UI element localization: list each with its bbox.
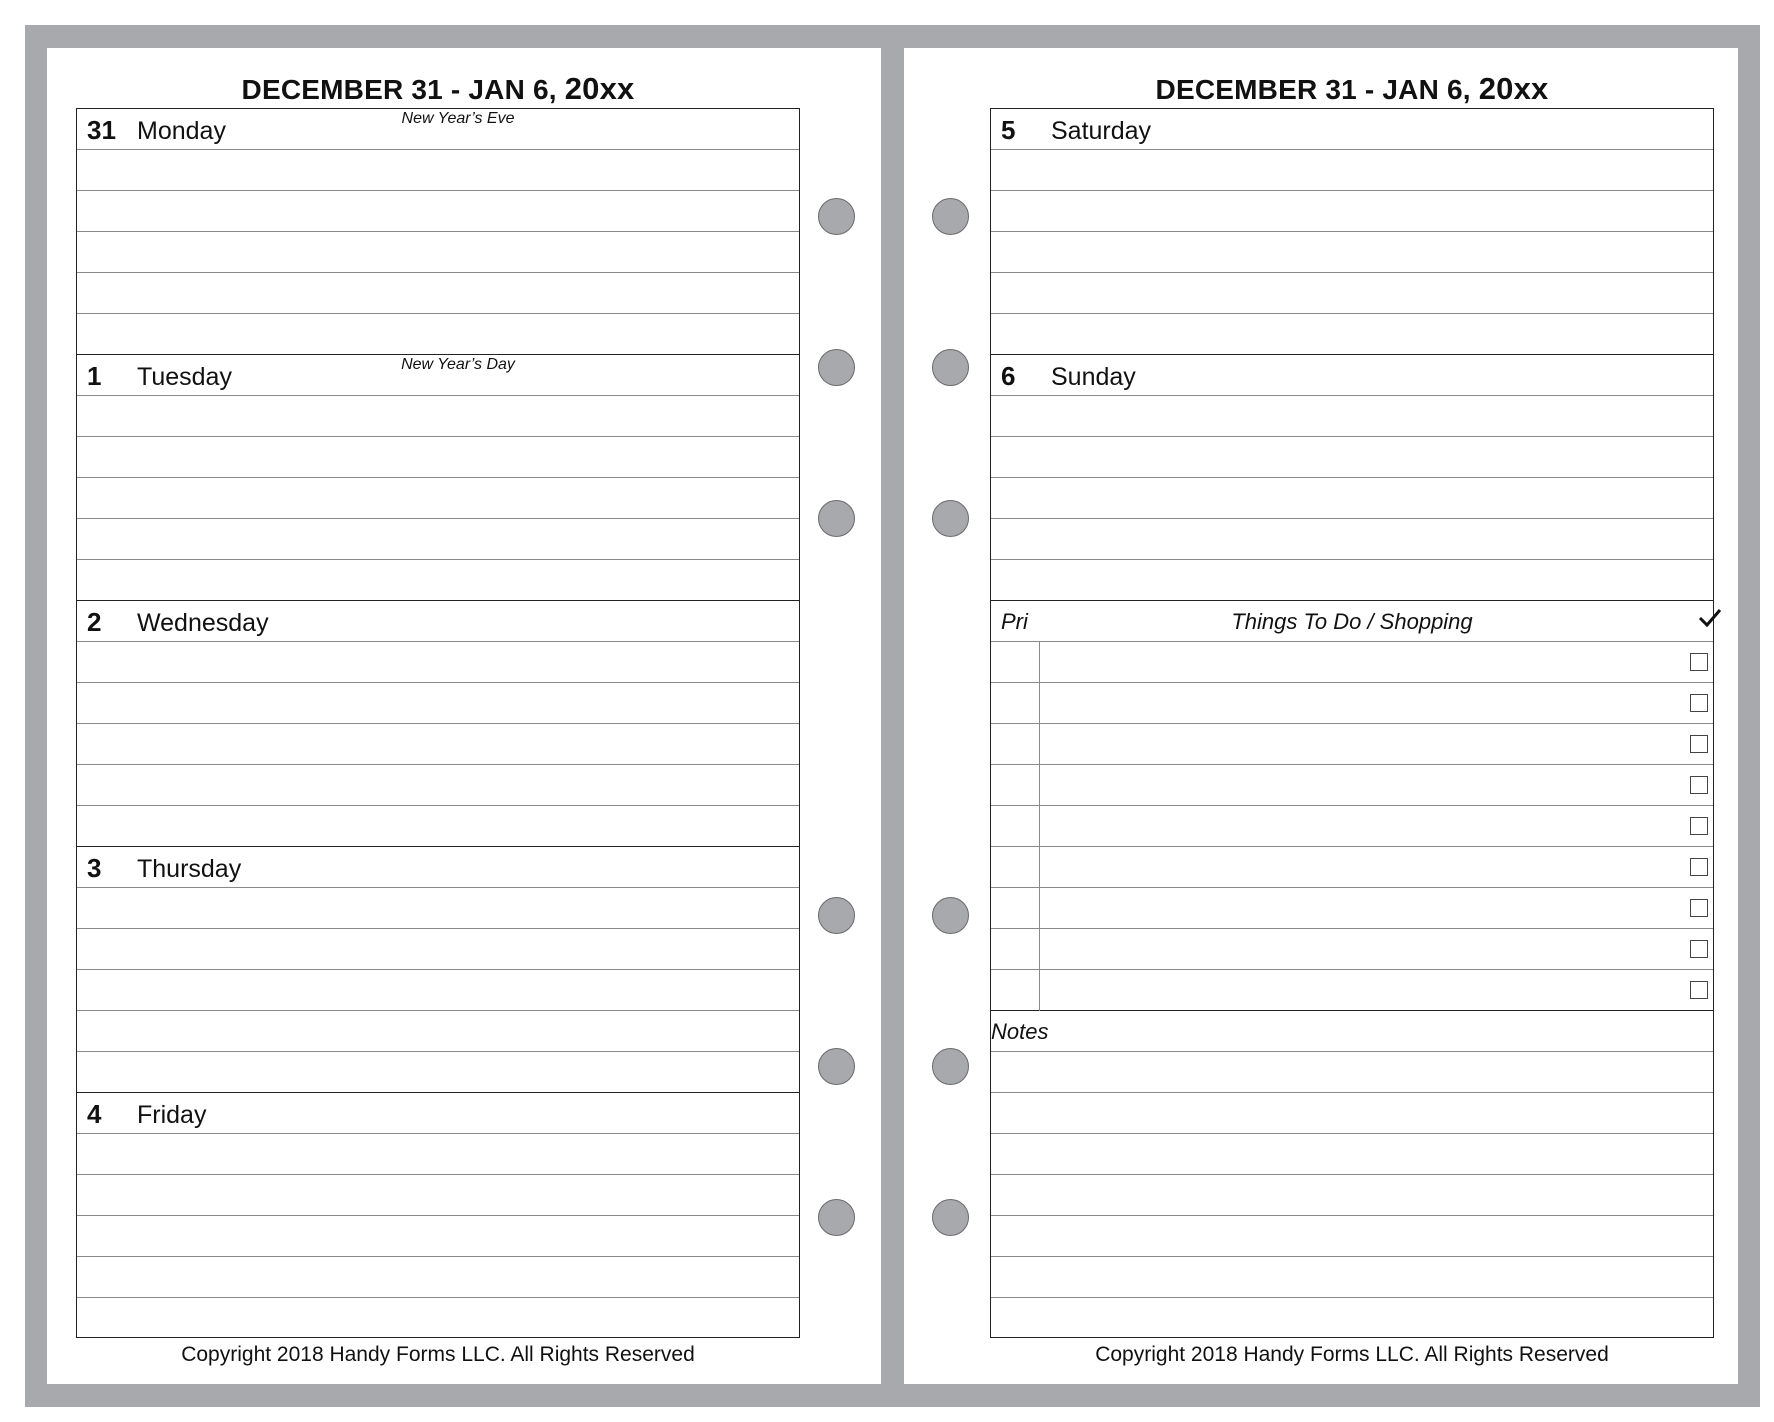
writing-line[interactable] <box>991 150 1713 191</box>
todo-checkbox[interactable] <box>1690 776 1708 794</box>
holiday-label: New Year’s Day <box>401 356 515 373</box>
priority-column <box>1039 847 1040 887</box>
todo-checkbox[interactable] <box>1690 858 1708 876</box>
writing-line[interactable] <box>77 642 799 683</box>
day-section-tuesday <box>77 355 799 601</box>
writing-line[interactable] <box>77 724 799 765</box>
writing-line[interactable] <box>77 1257 799 1298</box>
todo-section <box>991 601 1713 1011</box>
day-number: 6 <box>1001 361 1016 391</box>
notes-label: Notes <box>991 1019 1049 1044</box>
day-header <box>77 1093 799 1134</box>
todo-checkbox[interactable] <box>1690 981 1708 999</box>
right-page <box>904 48 1738 1384</box>
day-section-thursday <box>77 847 799 1093</box>
writing-line[interactable] <box>77 888 799 929</box>
priority-column <box>1039 765 1040 805</box>
binder-hole-icon <box>932 1199 969 1236</box>
right-page-title <box>990 71 1714 107</box>
day-name: Saturday <box>1051 117 1152 145</box>
writing-line[interactable] <box>991 1134 1713 1175</box>
writing-line[interactable] <box>77 683 799 724</box>
binder-hole-icon <box>932 1048 969 1085</box>
writing-line[interactable] <box>77 314 799 355</box>
todo-checkbox[interactable] <box>1690 694 1708 712</box>
writing-line[interactable] <box>77 396 799 437</box>
writing-line[interactable] <box>991 232 1713 273</box>
day-name: Wednesday <box>137 609 269 637</box>
day-name: Sunday <box>1051 363 1136 391</box>
day-header <box>991 109 1713 150</box>
day-header <box>77 601 799 642</box>
copyright-notice: Copyright 2018 Handy Forms LLC. All Rights Reserved <box>181 1343 695 1366</box>
todo-row[interactable] <box>991 847 1713 888</box>
todo-header <box>991 601 1713 642</box>
binder-hole-icon <box>818 897 855 934</box>
copyright-notice: Copyright 2018 Handy Forms LLC. All Rights Reserved <box>1095 1343 1609 1366</box>
left-day-grid <box>76 108 800 1338</box>
right-day-grid <box>990 108 1714 1338</box>
day-name: Friday <box>137 1101 207 1129</box>
writing-line[interactable] <box>991 314 1713 355</box>
todo-checkbox[interactable] <box>1690 735 1708 753</box>
todo-row[interactable] <box>991 929 1713 970</box>
priority-column <box>1039 806 1040 846</box>
writing-line[interactable] <box>991 1216 1713 1257</box>
title-date-range: DECEMBER 31 - JAN 6, <box>1155 74 1479 105</box>
binder-hole-icon <box>818 349 855 386</box>
writing-line[interactable] <box>77 232 799 273</box>
notes-section <box>991 1011 1713 1339</box>
binder-hole-icon <box>818 1048 855 1085</box>
writing-line[interactable] <box>991 191 1713 232</box>
day-section-sunday <box>991 355 1713 601</box>
writing-line[interactable] <box>991 519 1713 560</box>
day-name: Monday <box>137 117 226 145</box>
writing-line[interactable] <box>991 1052 1713 1093</box>
todo-title: Things To Do / Shopping <box>1231 609 1473 634</box>
day-section-saturday <box>991 109 1713 355</box>
writing-line[interactable] <box>77 560 799 601</box>
todo-checkbox[interactable] <box>1690 899 1708 917</box>
priority-label: Pri <box>1001 609 1028 634</box>
binder-hole-icon <box>818 500 855 537</box>
writing-line[interactable] <box>77 273 799 314</box>
writing-line[interactable] <box>77 765 799 806</box>
day-number: 2 <box>87 607 102 637</box>
left-page-title <box>76 71 800 107</box>
day-number: 31 <box>87 115 116 145</box>
title-date-range: DECEMBER 31 - JAN 6, <box>241 74 565 105</box>
writing-line[interactable] <box>77 1052 799 1093</box>
day-header <box>77 109 799 150</box>
holiday-label: New Year’s Eve <box>401 110 515 127</box>
day-header <box>991 355 1713 396</box>
left-page <box>47 48 881 1384</box>
binder-hole-icon <box>818 1199 855 1236</box>
writing-line[interactable] <box>77 1298 799 1339</box>
checkmark-icon <box>1697 605 1723 631</box>
day-section-wednesday <box>77 601 799 847</box>
day-name: Thursday <box>137 855 242 883</box>
todo-row[interactable] <box>991 888 1713 929</box>
writing-line[interactable] <box>77 1134 799 1175</box>
priority-column <box>1039 888 1040 928</box>
priority-column <box>1039 642 1040 682</box>
title-year: 20xx <box>1478 71 1549 106</box>
writing-line[interactable] <box>77 150 799 191</box>
day-section-monday <box>77 109 799 355</box>
writing-line[interactable] <box>77 1216 799 1257</box>
binder-hole-icon <box>818 198 855 235</box>
writing-line[interactable] <box>77 191 799 232</box>
binder-hole-icon <box>932 897 969 934</box>
day-header <box>77 847 799 888</box>
todo-checkbox[interactable] <box>1690 817 1708 835</box>
writing-line[interactable] <box>991 437 1713 478</box>
writing-line[interactable] <box>991 1175 1713 1216</box>
writing-line[interactable] <box>991 1298 1713 1339</box>
todo-checkbox[interactable] <box>1690 940 1708 958</box>
writing-line[interactable] <box>991 1257 1713 1298</box>
todo-row[interactable] <box>991 683 1713 724</box>
writing-line[interactable] <box>77 929 799 970</box>
writing-line[interactable] <box>77 1011 799 1052</box>
day-number: 1 <box>87 361 102 391</box>
binder-hole-icon <box>932 198 969 235</box>
priority-column <box>1039 724 1040 764</box>
writing-line[interactable] <box>77 970 799 1011</box>
priority-column <box>1039 929 1040 969</box>
writing-line[interactable] <box>991 396 1713 437</box>
todo-checkbox[interactable] <box>1690 653 1708 671</box>
title-year: 20xx <box>564 71 635 106</box>
writing-line[interactable] <box>991 560 1713 601</box>
writing-line[interactable] <box>77 519 799 560</box>
day-number: 3 <box>87 853 102 883</box>
day-header <box>77 355 799 396</box>
writing-line[interactable] <box>77 478 799 519</box>
day-number: 5 <box>1001 115 1016 145</box>
binder-hole-icon <box>932 500 969 537</box>
day-section-friday <box>77 1093 799 1339</box>
todo-row[interactable] <box>991 970 1713 1011</box>
day-number: 4 <box>87 1099 102 1129</box>
priority-column <box>1039 683 1040 723</box>
binder-hole-icon <box>932 349 969 386</box>
writing-line[interactable] <box>991 273 1713 314</box>
todo-row[interactable] <box>991 806 1713 847</box>
day-name: Tuesday <box>137 363 232 391</box>
todo-row[interactable] <box>991 642 1713 683</box>
writing-line[interactable] <box>991 1093 1713 1134</box>
writing-line[interactable] <box>77 806 799 847</box>
priority-column <box>1039 970 1040 1011</box>
writing-line[interactable] <box>991 478 1713 519</box>
writing-line[interactable] <box>77 1175 799 1216</box>
writing-line[interactable] <box>77 437 799 478</box>
planner-frame <box>25 25 1760 1407</box>
notes-header <box>991 1011 1713 1052</box>
todo-row[interactable] <box>991 724 1713 765</box>
todo-row[interactable] <box>991 765 1713 806</box>
